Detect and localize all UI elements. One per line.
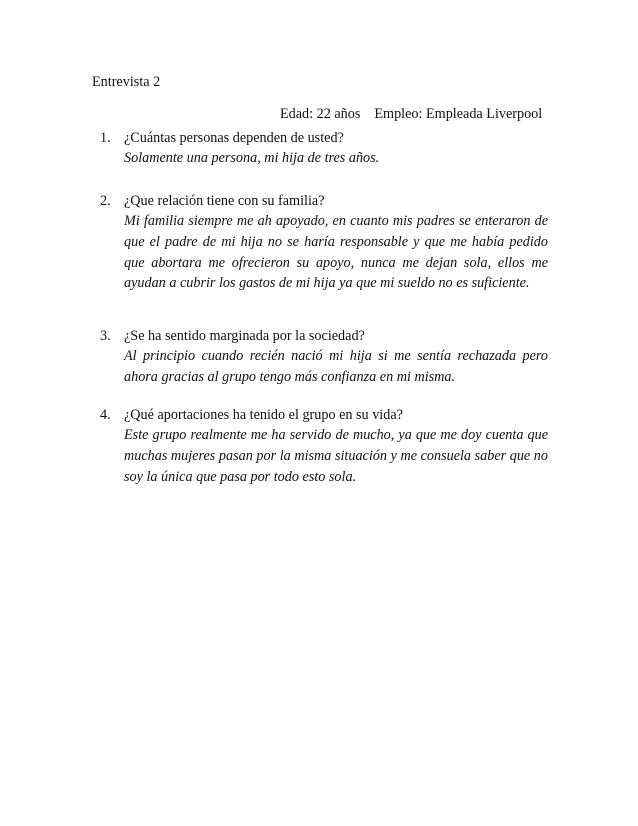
question-text: ¿Se ha sentido marginada por la sociedad?	[124, 328, 365, 344]
question-number: 3.	[100, 328, 111, 344]
question-item-2	[100, 191, 548, 294]
age-label: Edad: 22 años	[280, 106, 361, 122]
employment-label: Empleo: Empleada Liverpool	[374, 106, 543, 122]
answer-text: Solamente una persona, mi hija de tres años.	[124, 150, 380, 166]
question-number: 1.	[100, 130, 111, 146]
question-text: ¿Cuántas personas dependen de usted?	[124, 130, 344, 146]
question-number: 4.	[100, 407, 111, 423]
question-item-1	[100, 128, 548, 169]
answer-text: Este grupo realmente me ha servido de mucho, ya que me doy cuenta que muchas mujeres pasan por la misma situación y me consuela saber que no soy la única que pasa por todo esto sola.	[124, 427, 548, 485]
interviewee-info	[280, 104, 542, 124]
question-number: 2.	[100, 193, 111, 209]
interview-title: Entrevista 2	[92, 74, 161, 90]
question-text: ¿Que relación tiene con su familia?	[124, 193, 325, 209]
answer-text: Al principio cuando recién nació mi hija si me sentía rechazada pero ahora gracias al grupo tengo más confianza en mi misma.	[124, 348, 548, 385]
question-item-3	[100, 326, 548, 388]
question-text: ¿Qué aportaciones ha tenido el grupo en su vida?	[124, 407, 403, 423]
question-item-4	[100, 405, 548, 487]
answer-text: Mi familia siempre me ah apoyado, en cuanto mis padres se enteraron de que el padre de mi hija no se haría responsable y que me había pedido que abortara me ofrecieron su apoyo, nunca me dejan sola, ellos me ayudan a cubrir los gastos de mi hija ya que mi sueldo no es suficiente.	[124, 213, 548, 292]
